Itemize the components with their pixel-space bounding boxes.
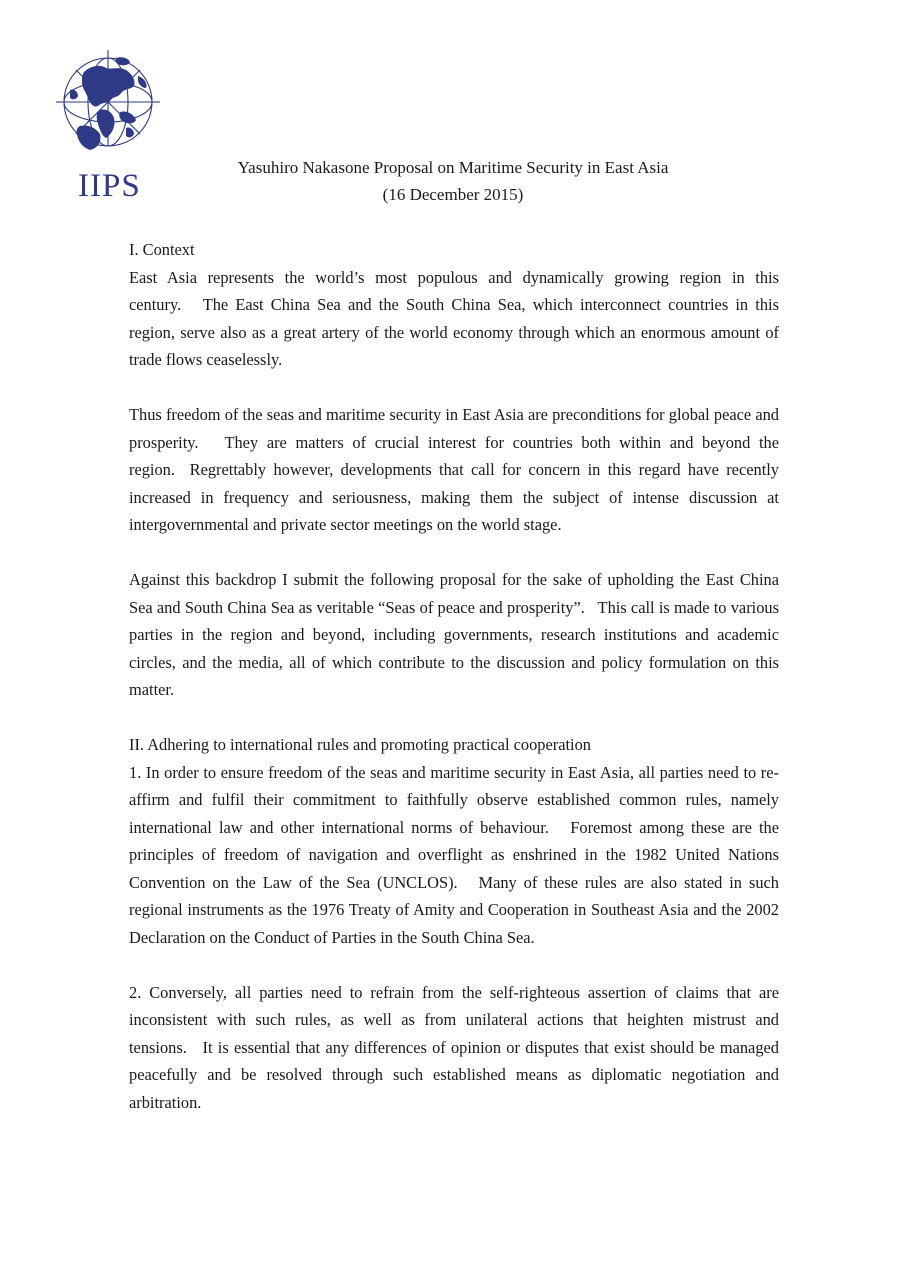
paragraph: East Asia represents the world’s most populous and dynamically growing region in this century. The East China Sea and the South China Sea, which interconnect countries in this region, serve also as a great artery of the world economy through which an enormous amount of trade flows ceaselessly.	[129, 267, 779, 369]
document-body	[129, 236, 779, 1116]
paragraph: 1. In order to ensure freedom of the seas and maritime security in East Asia, all parties need to re-affirm and fulfil their commitment to faithfully observe established common rules, namely international law and other international norms of behaviour. Foremost among these are the principles of freedom of navigation and overflight as enshrined in the 1982 United Nations Convention on the Law of the Sea (UNCLOS). Many of these rules are also stated in such regional instruments as the 1976 Treaty of Amity and Cooperation in Southeast Asia and the 2002 Declaration on the Conduct of Parties in the South China Sea.	[129, 762, 779, 947]
globe-map-icon	[56, 50, 164, 162]
section-heading-rules: II. Adhering to international rules and promoting practical cooperation	[129, 735, 591, 754]
logo-wordmark: IIPS	[78, 168, 141, 204]
paragraph: 2. Conversely, all parties need to refrain from the self-righteous assertion of claims that are inconsistent with such rules, as well as from unilateral actions that heighten mistrust and tensions. It is essential that any differences of opinion or disputes that exist should be managed peacefully and be resolved through such established means as diplomatic negotiation and arbitration.	[129, 982, 779, 1112]
page-date: (16 December 2015)	[382, 185, 524, 204]
section-heading-context: I. Context	[129, 240, 195, 259]
iips-logo	[56, 50, 164, 162]
paragraph: Against this backdrop I submit the following proposal for the sake of upholding the East China Sea and South China Sea as veritable “Seas of peace and prosperity”. This call is made to various parties in the region and beyond, including governments, research institutions and academic circles, and the media, all of which contribute to the discussion and policy formulation on this matter.	[129, 570, 779, 699]
page-title: Yasuhiro Nakasone Proposal on Maritime Security in East Asia	[237, 158, 669, 177]
title-block	[150, 154, 756, 208]
paragraph: Thus freedom of the seas and maritime security in East Asia are preconditions for global peace and prosperity. They are matters of crucial interest for countries both within and beyond the region. Regrettably however, developments that call for concern in this regard have recently increased in frequency and seriousness, making them the subject of intense discussion at intergovernmental and private sector meetings on the world stage.	[129, 405, 779, 534]
